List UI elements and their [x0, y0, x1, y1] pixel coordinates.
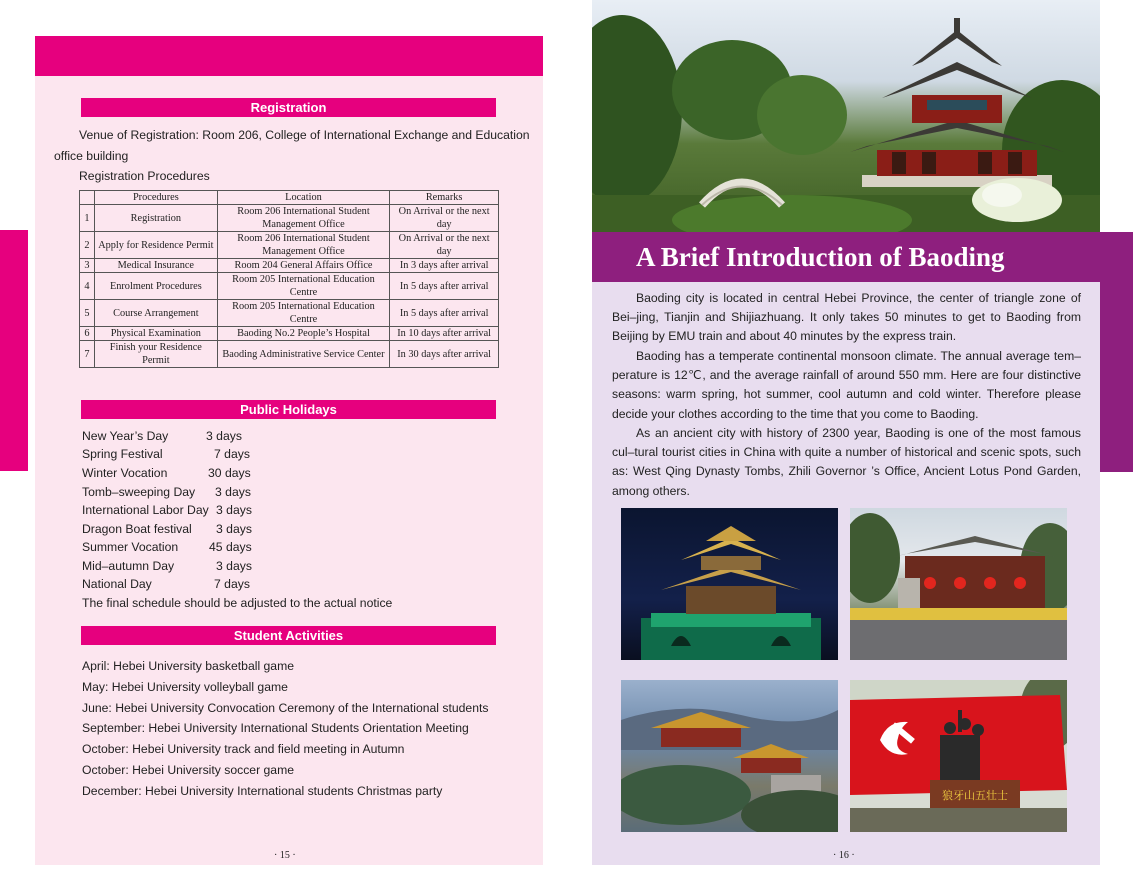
table-header-location: Location — [217, 191, 390, 205]
row-number: 6 — [80, 327, 95, 341]
monument-illustration — [850, 680, 1067, 832]
holiday-item — [82, 577, 250, 591]
row-location: Room 205 International Education Centre — [217, 300, 390, 327]
holiday-item — [82, 466, 251, 480]
row-remarks: In 10 days after arrival — [390, 327, 499, 341]
holiday-days: 3 days — [216, 559, 252, 573]
activity-item: April: Hebei University basketball game — [82, 659, 295, 673]
holiday-days: 7 days — [214, 577, 250, 591]
holiday-item — [82, 429, 242, 443]
qing-tombs-photo — [621, 680, 838, 832]
table-header-row — [80, 191, 499, 205]
holiday-name: Summer Vocation — [82, 540, 179, 554]
intro-paragraph-3: As an ancient city with history of 2300 year, Baoding is one of the most famous cul–tural tourist cities in China with quite a number of historical and scenic spots, such as: West Qing Dynasty Tombs, Zhili Governor ’s Office, Ancient Lotus Pond Garden, among others. — [612, 426, 1081, 498]
bell-tower-photo — [621, 508, 838, 660]
activity-item: June: Hebei University Convocation Ceremony of the International students — [82, 701, 489, 715]
row-remarks: On Arrival or the next day — [390, 232, 499, 259]
holiday-name: National Day — [82, 577, 152, 591]
activity-item: October: Hebei University track and field meeting in Autumn — [82, 742, 405, 756]
holiday-name: Winter Vocation — [82, 466, 168, 480]
right-page-number: · 16 · — [833, 850, 855, 861]
row-location: Room 204 General Affairs Office — [217, 259, 390, 273]
holiday-name: Spring Festival — [82, 447, 163, 461]
row-remarks: In 30 days after arrival — [390, 341, 499, 368]
table-row — [80, 259, 499, 273]
procedures-label: Registration Procedures — [79, 169, 210, 183]
holiday-name: Dragon Boat festival — [82, 522, 192, 536]
holiday-item — [82, 503, 252, 517]
row-location: Baoding Administrative Service Center — [217, 341, 390, 368]
activity-item: May: Hebei University volleyball game — [82, 680, 288, 694]
holiday-days: 45 days — [209, 540, 252, 554]
holiday-days: 3 days — [216, 522, 252, 536]
holidays-note: The final schedule should be adjusted to the actual notice — [82, 596, 393, 610]
table-row — [80, 327, 499, 341]
holiday-item — [82, 485, 251, 499]
row-remarks: In 3 days after arrival — [390, 259, 499, 273]
row-remarks: In 5 days after arrival — [390, 300, 499, 327]
table-row — [80, 205, 499, 232]
row-procedure: Enrolment Procedures — [94, 273, 217, 300]
activity-item: September: Hebei University International Students Orientation Meeting — [82, 721, 469, 735]
venue-line-1: Venue of Registration: Room 206, College of International Exchange and Education — [79, 128, 530, 142]
holiday-item — [82, 559, 252, 573]
page-title: A Brief Introduction of Baoding — [592, 232, 1100, 282]
row-procedure: Medical Insurance — [94, 259, 217, 273]
activities-header: Student Activities — [81, 626, 496, 645]
holiday-days: 3 days — [216, 503, 252, 517]
row-procedure: Finish your Residence Permit — [94, 341, 217, 368]
holidays-header: Public Holidays — [81, 400, 496, 419]
row-number: 4 — [80, 273, 95, 300]
holiday-days: 7 days — [214, 447, 250, 461]
table-header-no — [80, 191, 95, 205]
row-number: 3 — [80, 259, 95, 273]
registration-header: Registration — [81, 98, 496, 117]
holiday-days: 3 days — [215, 485, 251, 499]
table-row — [80, 232, 499, 259]
intro-paragraph-1: Baoding city is located in central Hebei Province, the center of triangle zone of Bei–jing, Tianjin and Shijiazhuang. It only takes 50 minutes to get to Baoding from Beijing by EMU train and about 40 minutes by the express train. — [612, 291, 1081, 344]
intro-paragraph-2: Baoding has a temperate continental monsoon climate. The annual average tem–perature is 12℃, and the average rainfall of around 550 mm. Here are four distinctive seasons: warm spring, hot summer, cool autumn and cold winter. Therefore please decide your clothes according to the time that you come to Baoding. — [612, 349, 1081, 421]
row-number: 5 — [80, 300, 95, 327]
venue-line-2: office building — [54, 149, 129, 163]
holiday-days: 30 days — [208, 466, 251, 480]
governor-office-illustration — [850, 508, 1067, 660]
table-row — [80, 273, 499, 300]
holiday-item — [82, 522, 252, 536]
holiday-name: Mid–autumn Day — [82, 559, 175, 573]
pavilion-photo-illustration — [592, 0, 1100, 232]
holiday-days: 3 days — [206, 429, 242, 443]
row-location: Baoding No.2 People’s Hospital — [217, 327, 390, 341]
table-row — [80, 341, 499, 368]
row-remarks: In 5 days after arrival — [390, 273, 499, 300]
right-side-tab — [1100, 232, 1133, 472]
holiday-name: New Year’s Day — [82, 429, 169, 443]
row-procedure: Course Arrangement — [94, 300, 217, 327]
table-header-remarks: Remarks — [390, 191, 499, 205]
monument-photo — [850, 680, 1067, 832]
qing-tombs-illustration — [621, 680, 838, 832]
activity-item: October: Hebei University soccer game — [82, 763, 295, 777]
holiday-name: International Labor Day — [82, 503, 209, 517]
row-location: Room 206 International Student Management Office — [217, 232, 390, 259]
left-page-number: · 15 · — [274, 850, 296, 861]
row-number: 1 — [80, 205, 95, 232]
row-remarks: On Arrival or the next day — [390, 205, 499, 232]
left-top-bar — [35, 36, 543, 76]
row-procedure: Registration — [94, 205, 217, 232]
row-procedure: Apply for Residence Permit — [94, 232, 217, 259]
table-row — [80, 300, 499, 327]
monument-inscription: 狼牙山五壮士 — [942, 789, 1008, 802]
row-number: 7 — [80, 341, 95, 368]
row-procedure: Physical Examination — [94, 327, 217, 341]
row-location: Room 206 International Student Management Office — [217, 205, 390, 232]
registration-table — [79, 190, 499, 368]
row-number: 2 — [80, 232, 95, 259]
table-header-procedures: Procedures — [94, 191, 217, 205]
left-side-tab — [0, 230, 28, 471]
row-location: Room 205 International Education Centre — [217, 273, 390, 300]
bell-tower-illustration — [621, 508, 838, 660]
holiday-item — [82, 447, 250, 461]
holiday-item — [82, 540, 252, 554]
activity-item: December: Hebei University International students Christmas party — [82, 784, 443, 798]
pavilion-photo — [592, 0, 1100, 232]
governor-office-photo — [850, 508, 1067, 660]
holiday-name: Tomb–sweeping Day — [82, 485, 196, 499]
